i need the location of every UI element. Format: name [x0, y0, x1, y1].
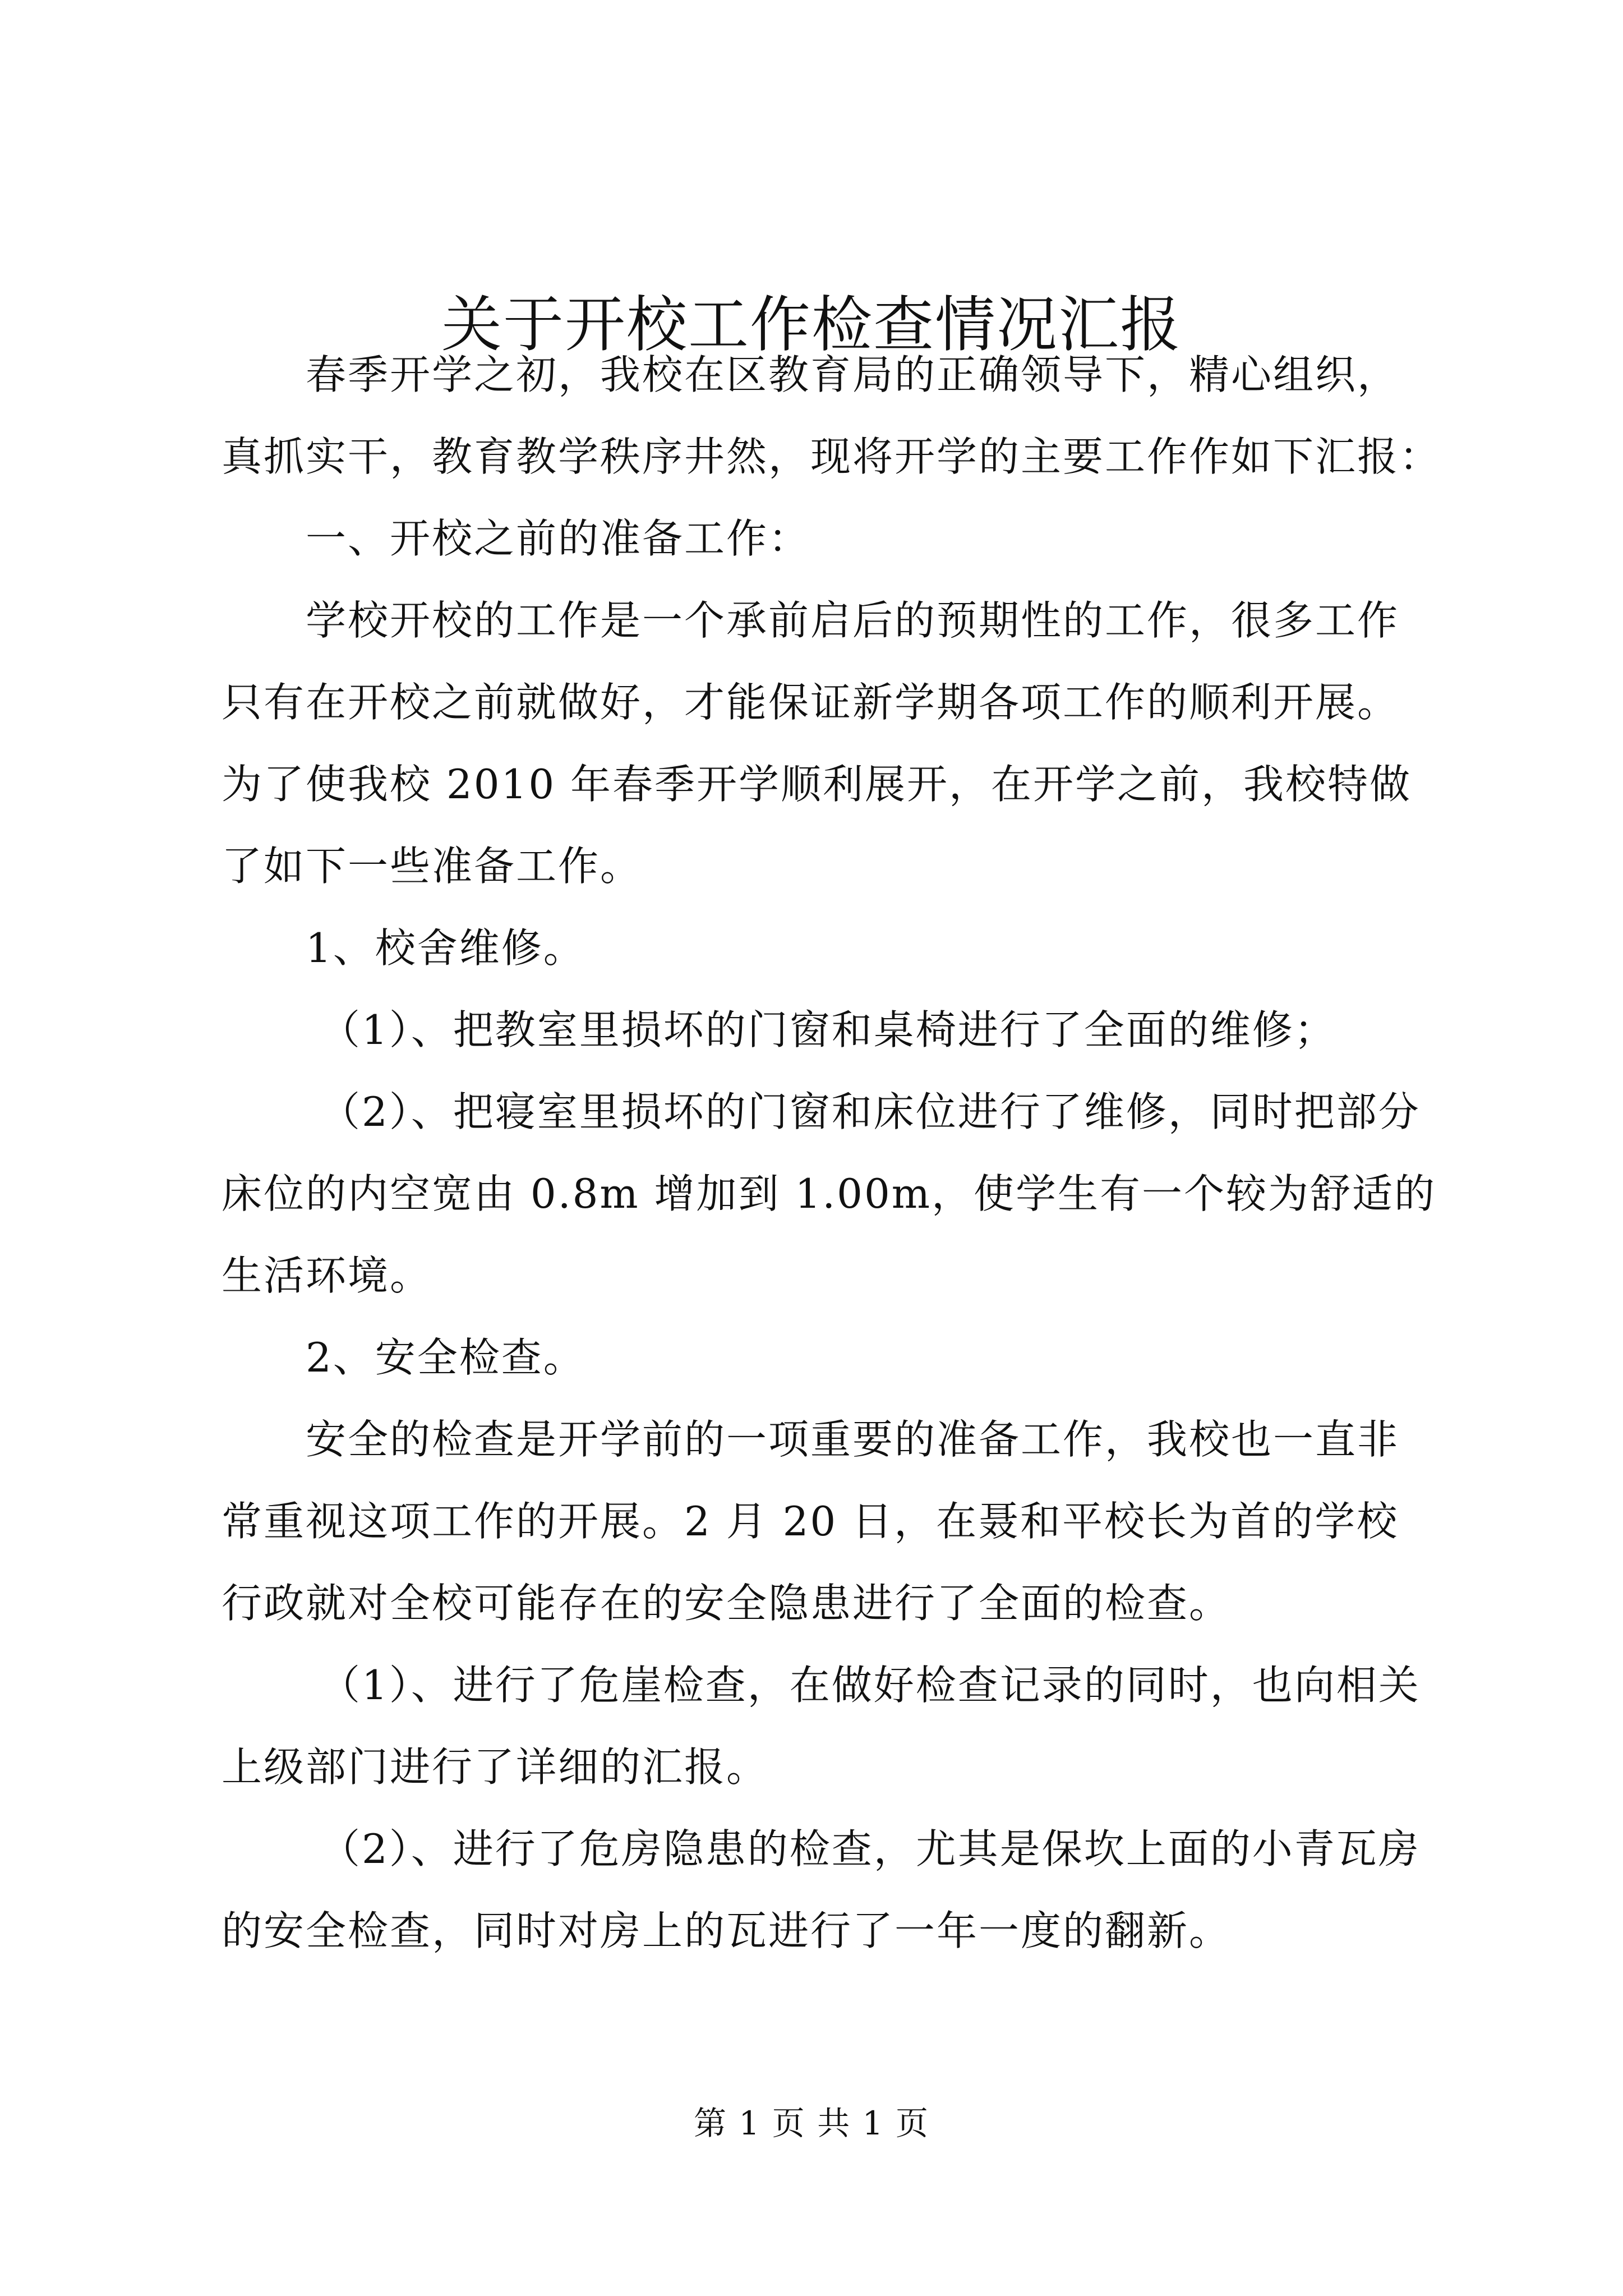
list-item: （1）、进行了危崖检查，在做好检查记录的同时，也向相关 [320, 1662, 1421, 1709]
document-title: 关于开校工作检查情况汇报 [441, 290, 1182, 360]
paragraph-line: 上级部门进行了详细的汇报。 [222, 1743, 769, 1791]
paragraph-line: 为了使我校 2010 年春季开学顺利展开，在开学之前，我校特做 [222, 761, 1412, 808]
list-item: （2）、进行了危房隐患的检查，尤其是保坎上面的小青瓦房 [320, 1825, 1421, 1872]
subsection-heading: 2、安全检查。 [306, 1334, 585, 1381]
paragraph-line: 的安全检查，同时对房上的瓦进行了一年一度的翻新。 [222, 1907, 1232, 1954]
paragraph-line: 了如下一些准备工作。 [222, 843, 643, 890]
paragraph-line: 学校开校的工作是一个承前启后的预期性的工作，很多工作 [306, 597, 1400, 644]
paragraph-line: 行政就对全校可能存在的安全隐患进行了全面的检查。 [222, 1580, 1232, 1627]
list-item: （1）、把教室里损坏的门窗和桌椅进行了全面的维修； [320, 1006, 1336, 1053]
subsection-heading: 1、校舍维修。 [306, 924, 585, 972]
paragraph-line: 床位的内空宽由 0.8m 增加到 1.00m，使学生有一个较为舒适的 [222, 1170, 1437, 1217]
paragraph-line: 春季开学之初，我校在区教育局的正确领导下，精心组织， [306, 351, 1400, 398]
document-body [222, 334, 1442, 1972]
paragraph-line: 真抓实干，教育教学秩序井然，现将开学的主要工作作如下汇报： [222, 433, 1442, 480]
paragraph-line: 常重视这项工作的开展。2 月 20 日，在聂和平校长为首的学校 [222, 1498, 1399, 1545]
section-heading: 一、开校之前的准备工作： [306, 515, 811, 562]
paragraph-line: 只有在开校之前就做好，才能保证新学期各项工作的顺利开展。 [222, 679, 1400, 726]
list-item: （2）、把寝室里损坏的门窗和床位进行了维修，同时把部分 [320, 1088, 1421, 1135]
page-footer: 第 1 页 共 1 页 [694, 2104, 929, 2142]
paragraph-line: 安全的检查是开学前的一项重要的准备工作，我校也一直非 [306, 1416, 1400, 1463]
paragraph-line: 生活环境。 [222, 1252, 432, 1299]
